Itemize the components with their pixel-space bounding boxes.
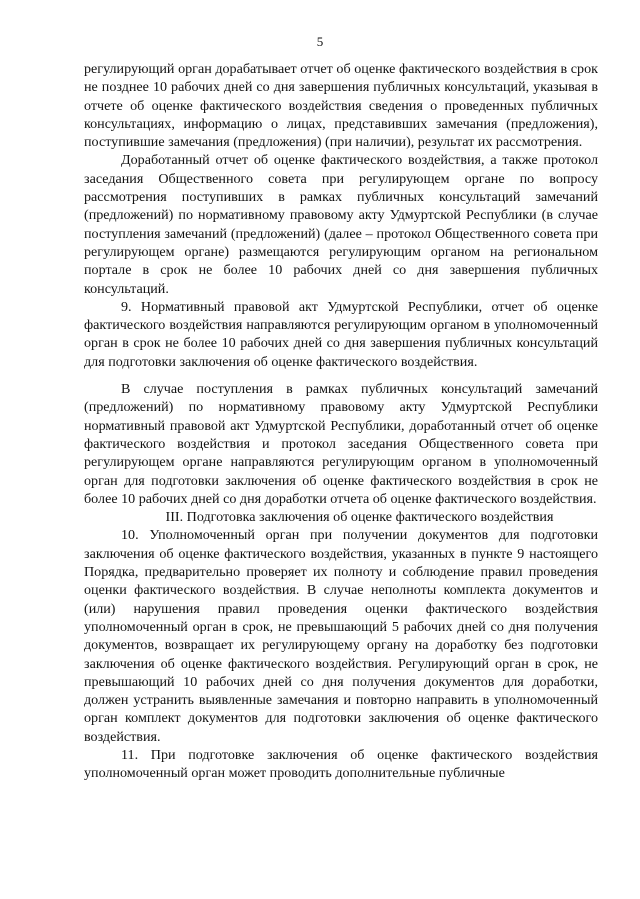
paragraph-item-9: 9. Нормативный правовой акт Удмуртской Республики, отчет об оценке фактического воздействия направляются регулирующим органом в уполномоченный орган в срок не более 10 рабочих дней со дня завершения публичных консультаций для подготовки заключения об оценке фактического воздействия. [84, 298, 598, 370]
page-number: 5 [316, 34, 324, 49]
section-heading: III. Подготовка заключения об оценке фактического воздействия [165, 509, 554, 526]
paragraph-item-9-remarks: В случае поступления в рамках публичных консультаций замечаний (предложений) по нормативному правовому акту Удмуртской Республики нормативный правовой акт Удмуртской Республики, доработанный отчет об оценке фактического воздействия и протокол заседания Общественного совета при регулирующем органе направляются регулирующим органом в уполномоченный орган для подготовки заключения об оценке фактического воздействия в срок не более 10 рабочих дней со дня доработки отчета об оценке фактического воздействия. [84, 381, 598, 507]
document-body [84, 60, 598, 783]
paragraph-item-10: 10. Уполномоченный орган при получении документов для подготовки заключения об оценке фактического воздействия, указанных в пункте 9 настоящего Порядка, предварительно проверяет их полноту и соблюдение правил проведения оценки фактического воздействия. В случае неполноты комплекта документов и (или) нарушения правил проведения оценки фактического воздействия уполномоченный орган в срок, не превышающий 5 рабочих дней со дня получения документов, возвращает их регулирующему органу на доработку без подготовки заключения об оценке фактического воздействия. Регулирующий орган в срок, не превышающий 10 рабочих дней со дня получения документов для доработки, должен устранить выявленные замечания и повторно направить в уполномоченный орган комплект документов для подготовки заключения об оценке фактического воздействия. [84, 527, 598, 745]
paragraph-item-11: 11. При подготовке заключения об оценке фактического воздействия уполномоченный орган может проводить дополнительные публичные [84, 746, 598, 782]
paragraph-revised-report: Доработанный отчет об оценке фактического воздействия, а также протокол заседания Общественного совета при регулирующем органе по вопросу рассмотрения поступивших в рамках публичных консультаций замечаний (предложений) по нормативному правовому акту Удмуртской Республики (в случае поступления замечаний (предложений) (далее – протокол Общественного совета при регулирующем органе) размещаются регулирующим органом на региональном портале в срок не более 10 рабочих дней со дня завершения публичных консультаций. [84, 152, 598, 297]
paragraph-continuation: регулирующий орган дорабатывает отчет об оценке фактического воздействия в срок не позднее 10 рабочих дней со дня завершения публичных консультаций, указывая в отчете об оценке фактического воздействия сведения о проведенных публичных консультациях, информацию о лицах, представивших замечания (предложения), поступившие замечания (предложения) (при наличии), результат их рассмотрения. [84, 61, 598, 151]
